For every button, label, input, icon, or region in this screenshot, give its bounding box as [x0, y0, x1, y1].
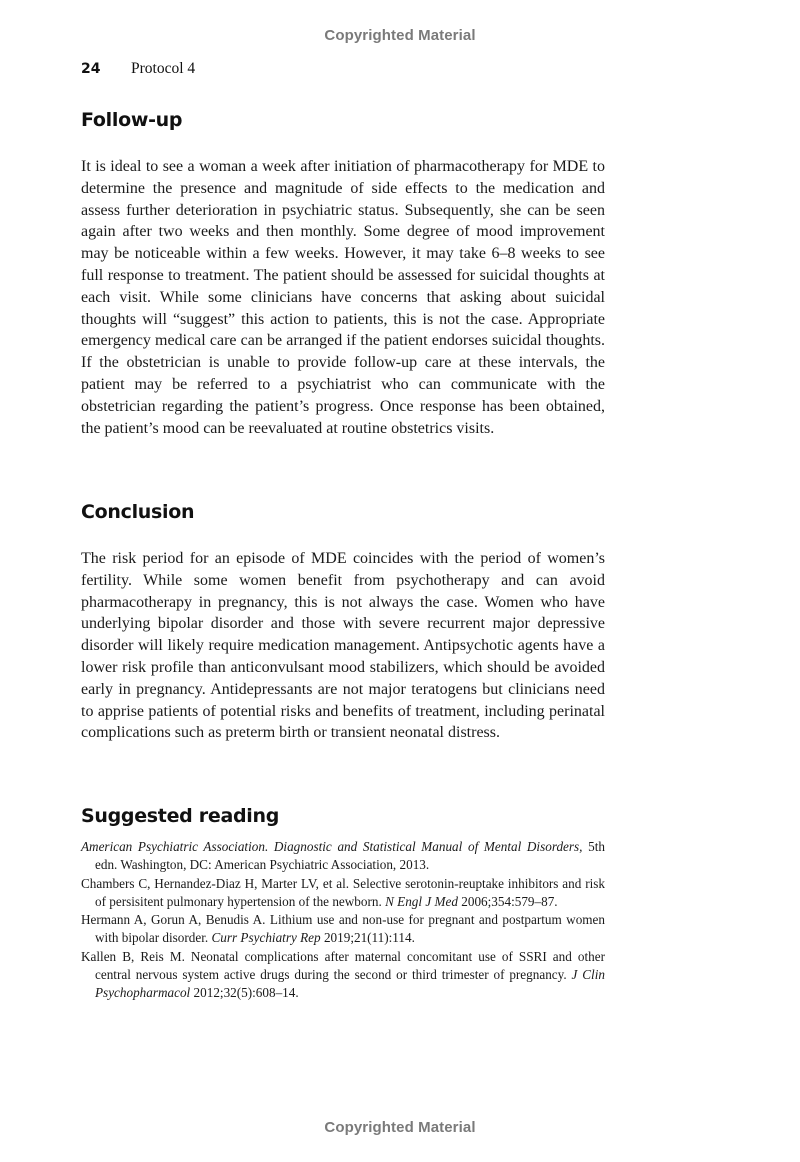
reference-item — [81, 911, 605, 948]
page-number: 24 — [81, 61, 101, 77]
conclusion-paragraph: The risk period for an episode of MDE coincides with the period of women’s fertility. While some women benefit from psychotherapy and can avoid pharmacotherapy in pregnancy, this is not always the case. Women who have underlying bipolar disorder and those with severe recurrent major depressive disorder will likely require medication management. Antipsychotic agents have a lower risk profile than anticonvulsant mood stabilizers, which should be avoided early in pregnancy. Antidepressants are not major teratogens but clinicians need to apprise patients of potential risks and benefits of treatment, including perinatal complications such as preterm birth or transient neonatal distress. — [81, 550, 605, 742]
reference-list — [81, 838, 605, 1003]
section-heading-conclusion: Conclusion — [81, 501, 195, 523]
reference-item — [81, 838, 605, 875]
reference-post: 2012;32(5):608–14. — [190, 985, 299, 1001]
reference-italic: N Engl J Med — [385, 893, 458, 909]
reference-pre: Kallen B, Reis M. Neonatal complications after maternal concomitant use of SSRI and other central nervous system active drugs during the second or third trimester of pregnancy. — [81, 948, 605, 983]
copyright-watermark-top: Copyrighted Material — [324, 27, 476, 44]
section-heading-suggested-reading: Suggested reading — [81, 805, 280, 827]
follow-up-paragraph: It is ideal to see a woman a week after initiation of pharmacotherapy for MDE to determine the presence and magnitude of side effects to the medication and assess further deterioration in psychiatric status. Subsequently, she can be seen again after two weeks and then monthly. Some degree of mood improvement may be noticeable within a few weeks. However, it may take 6–8 weeks to see full response to treatment. The patient should be assessed for suicidal thoughts at each visit. While some clinicians have concerns that asking about suicidal thoughts will “suggest” this action to patients, this is not the case. Appropriate emergency medical care can be arranged if the patient endorses suicidal thoughts. If the obstetrician is unable to provide follow-up care at these intervals, the patient may be referred to a psychiatrist who can communicate with the obstetrician regarding the patient’s progress. Once response has been obtained, the patient’s mood can be reevaluated at routine obstetrics visits. — [81, 158, 605, 437]
reference-post: 2006;354:579–87. — [457, 893, 558, 909]
copyright-watermark-bottom: Copyrighted Material — [324, 1119, 476, 1136]
reference-italic: J Clin Psychopharmacol — [95, 967, 605, 1001]
reference-pre: Chambers C, Hernandez-Diaz H, Marter LV, et al. Selective serotonin-reuptake inhibitors and risk of persisitent pulmonary hypertension of the newborn. — [81, 875, 605, 909]
reference-post: 5th edn. Washington, DC: American Psychiatric Association, 2013. — [95, 839, 605, 873]
reference-italic: Curr Psychiatry Rep — [211, 930, 321, 946]
running-title: Protocol 4 — [131, 60, 196, 77]
section-heading-follow-up: Follow-up — [81, 109, 183, 131]
reference-post: 2019;21(11):114. — [320, 930, 415, 946]
reference-item — [81, 875, 605, 912]
reference-item — [81, 948, 605, 1003]
running-head — [81, 60, 195, 82]
reference-pre: Hermann A, Gorun A, Benudis A. Lithium use and non-use for pregnant and postpartum women with bipolar disorder. — [81, 912, 605, 946]
reference-italic: American Psychiatric Association. Diagnostic and Statistical Manual of Mental Disorders, — [81, 839, 583, 854]
